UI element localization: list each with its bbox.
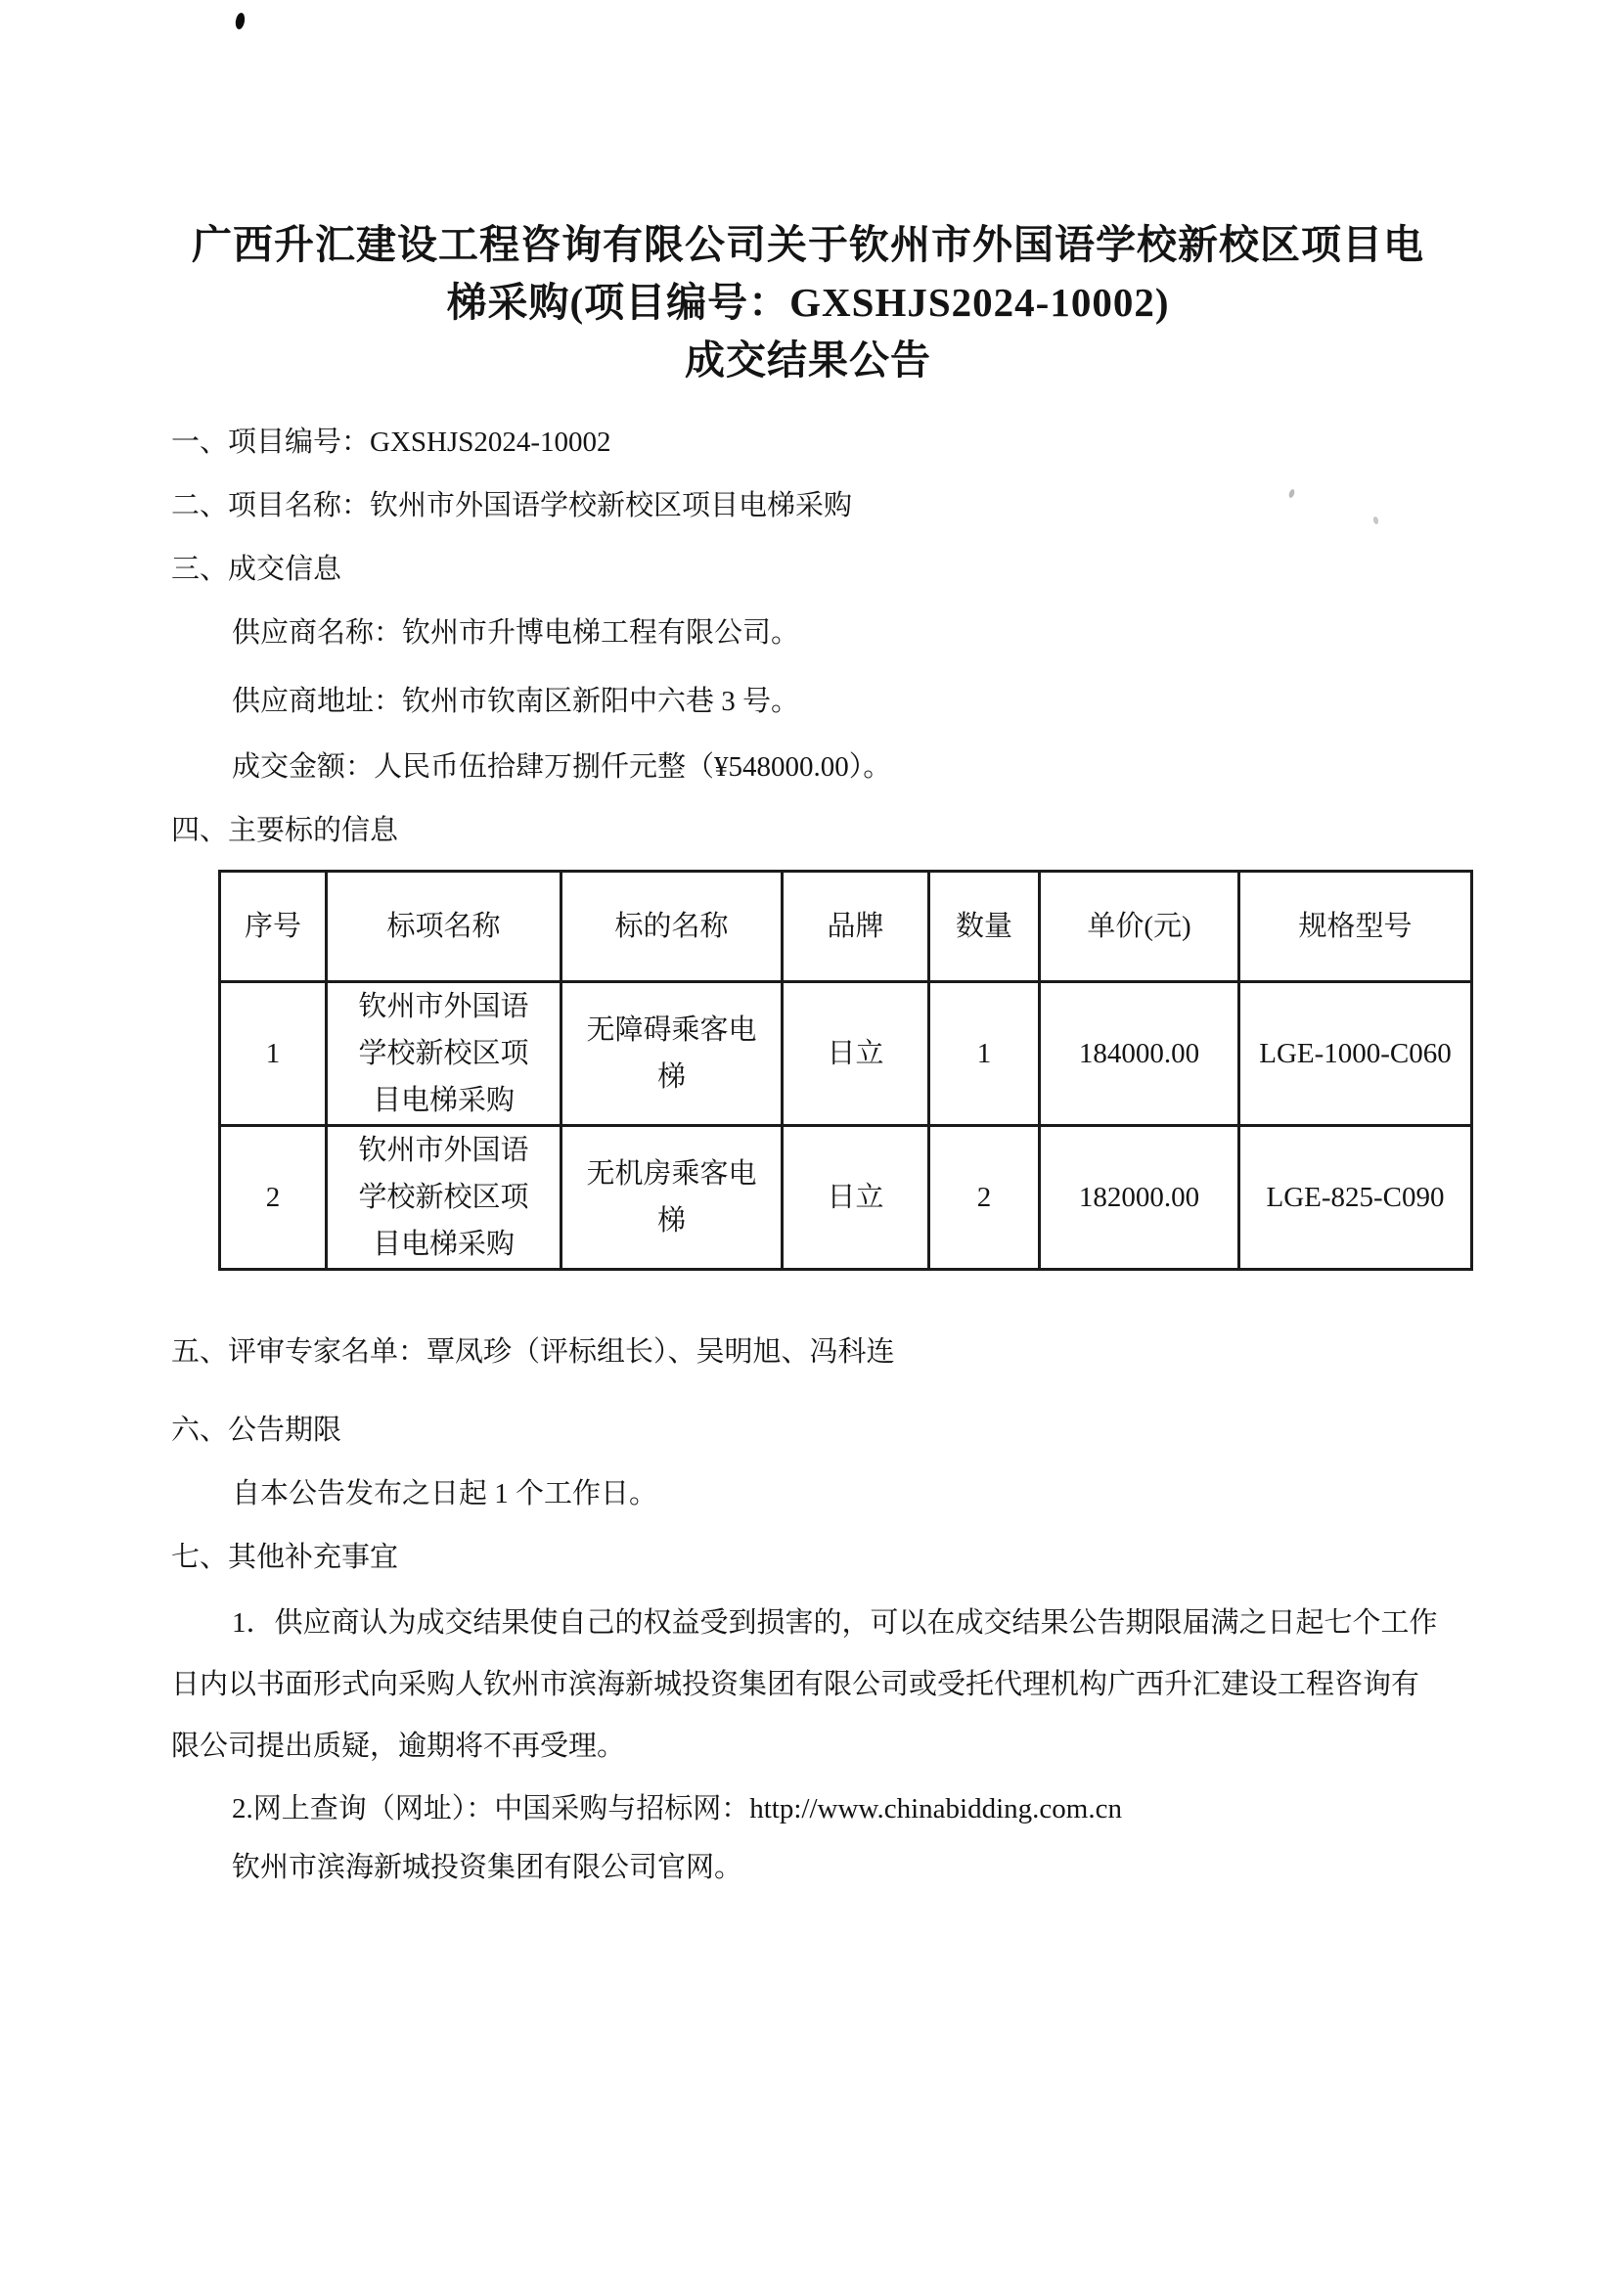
document-body — [0, 425, 1616, 1885]
document-title-line3: 成交结果公告 — [685, 338, 931, 383]
section-main-subject-heading: 四、主要标的信息 — [171, 815, 399, 846]
supplement-2-line: 2.网上查询（网址）：中国采购与招标网：http://www.chinabidding.com.cn — [232, 1793, 1122, 1824]
supplement-paragraph-1 — [171, 1593, 1459, 1778]
header-quantity: 数量 — [929, 872, 1040, 982]
document-title-line1: 广西升汇建设工程咨询有限公司关于钦州市外国语学校新校区项目电 — [192, 222, 1424, 267]
announcement-period-line: 自本公告发布之日起 1 个工作日。 — [232, 1478, 658, 1509]
supplement-1-line2: 日内以书面形式向采购人钦州市滨海新城投资集团有限公司或受托代理机构广西升汇建设工程咨询有 — [171, 1669, 1420, 1700]
document-title — [0, 0, 1616, 389]
section-project-name: 二、项目名称：钦州市外国语学校新校区项目电梯采购 — [171, 490, 853, 521]
supplier-name-line: 供应商名称：钦州市升博电梯工程有限公司。 — [232, 617, 800, 649]
section-review-experts: 五、评审专家名单：覃凤珍（评标组长）、吴明旭、冯科连 — [171, 1336, 895, 1368]
cell-lot-name: 钦州市外国语学校新校区项目电梯采购 — [327, 982, 561, 1126]
cell-quantity: 2 — [929, 1126, 1040, 1270]
cell-brand: 日立 — [783, 1126, 929, 1270]
header-lot-name: 标项名称 — [327, 872, 561, 982]
supplement-1-line1: 1．供应商认为成交结果使自己的权益受到损害的，可以在成交结果公告期限届满之日起七个工作 — [232, 1607, 1438, 1639]
cell-lot-name: 钦州市外国语学校新校区项目电梯采购 — [327, 1126, 561, 1270]
section-deal-info-heading: 三、成交信息 — [171, 554, 342, 585]
cell-unit-price: 182000.00 — [1040, 1126, 1239, 1270]
cell-subject-name: 无障碍乘客电梯 — [561, 982, 783, 1126]
header-unit-price: 单价(元) — [1040, 872, 1239, 982]
lots-table — [218, 870, 1473, 1271]
deal-amount-line: 成交金额：人民币伍拾肆万捌仟元整（¥548000.00）。 — [232, 751, 892, 783]
cell-model: LGE-1000-C060 — [1239, 982, 1472, 1126]
section-supplement-heading: 七、其他补充事宜 — [171, 1542, 399, 1573]
cell-brand: 日立 — [783, 982, 929, 1126]
table-row — [220, 982, 1472, 1126]
header-seq-no: 序号 — [220, 872, 327, 982]
table-header-row — [220, 872, 1472, 982]
supplement-3-line: 钦州市滨海新城投资集团有限公司官网。 — [232, 1852, 743, 1883]
cell-seq-no: 1 — [220, 982, 327, 1126]
supplement-1-line3: 限公司提出质疑，逾期将不再受理。 — [171, 1731, 626, 1762]
cell-quantity: 1 — [929, 982, 1040, 1126]
cell-seq-no: 2 — [220, 1126, 327, 1270]
header-subject-name: 标的名称 — [561, 872, 783, 982]
document-title-line2: 梯采购(项目编号：GXSHJS2024-10002) — [446, 280, 1170, 325]
header-brand: 品牌 — [783, 872, 929, 982]
header-model: 规格型号 — [1239, 872, 1472, 982]
cell-subject-name: 无机房乘客电梯 — [561, 1126, 783, 1270]
section-announcement-period-heading: 六、公告期限 — [171, 1415, 342, 1446]
section-project-number: 一、项目编号：GXSHJS2024-10002 — [171, 427, 611, 458]
table-row — [220, 1126, 1472, 1270]
supplier-address-line: 供应商地址：钦州市钦南区新阳中六巷 3 号。 — [232, 686, 800, 717]
cell-model: LGE-825-C090 — [1239, 1126, 1472, 1270]
cell-unit-price: 184000.00 — [1040, 982, 1239, 1126]
